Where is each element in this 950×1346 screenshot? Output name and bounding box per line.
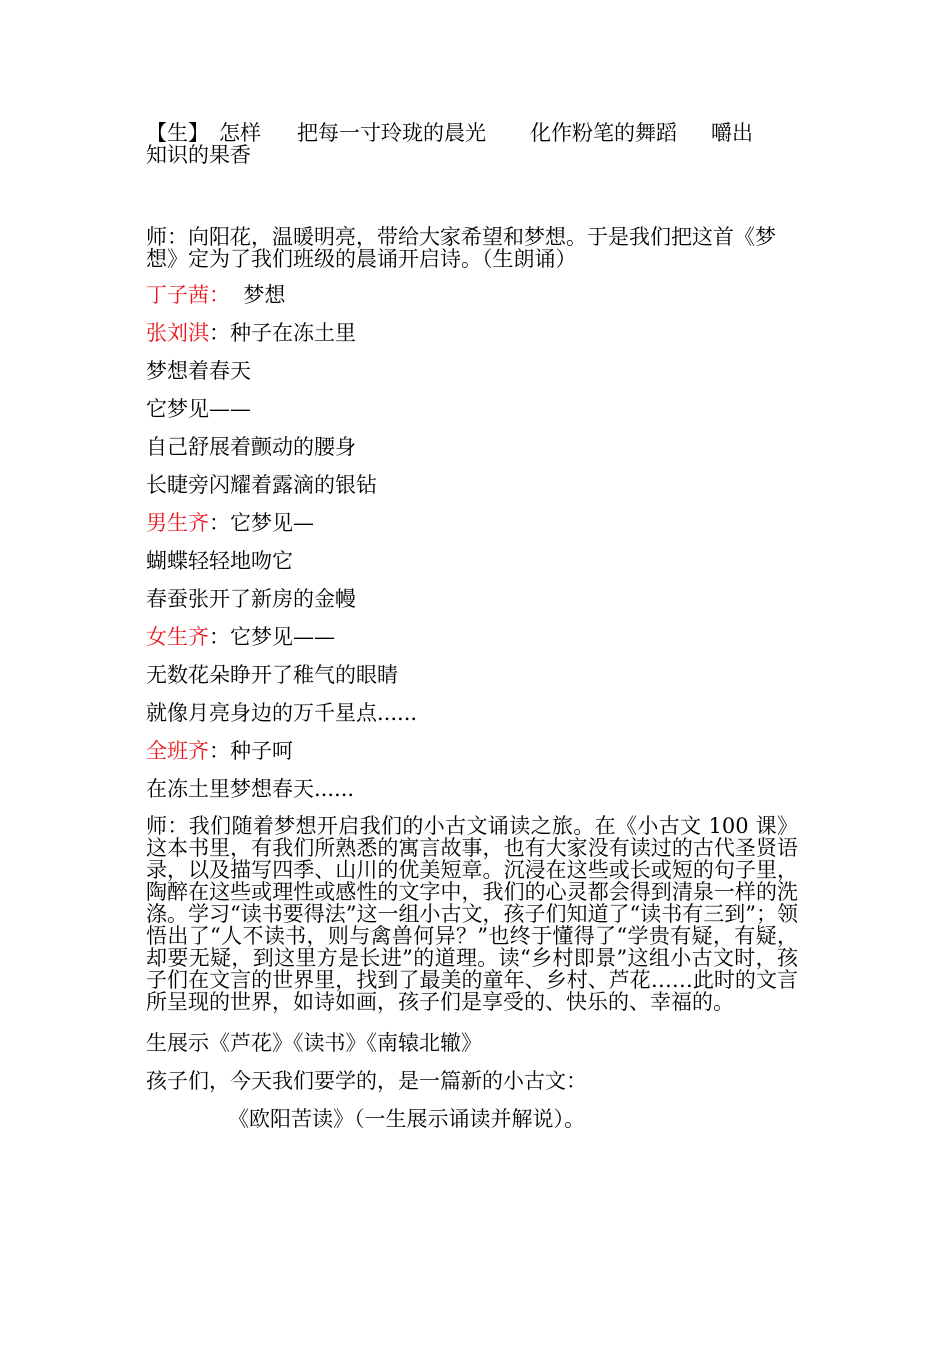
poem-line [146,397,798,422]
poem-line [146,625,798,650]
speaker-label: 丁子茜： [146,283,230,307]
poem-line [146,739,798,764]
document-page [146,122,798,1132]
heading-phrase: 嚼出 [711,121,753,145]
poem-text: 就像月亮身边的万千星点...... [146,701,418,725]
poem-text: 在冻土里梦想春天...... [146,777,355,801]
poem-text: 自己舒展着颤动的腰身 [146,435,356,459]
student-show-line: 生展示《芦花》《读书》《南辕北辙》 [146,1031,482,1055]
heading-verse [146,122,798,166]
speaker-label: 张刘淇 [146,321,209,345]
poem-text: 春蚕张开了新房的金幔 [146,587,356,611]
poem-text: 梦想着春天 [146,359,251,383]
poem-line [146,777,798,802]
poem-line [146,701,798,726]
poem-text: ：它梦见—— [209,625,335,649]
poem-line [146,283,798,308]
poem [146,283,798,802]
poem-text: ：种子呵 [209,739,293,763]
poem-line [146,549,798,574]
poem-text: ：它梦见— [209,511,314,535]
poem-line [146,321,798,346]
poem-line [146,663,798,688]
poem-text: 它梦见—— [146,397,251,421]
poem-text: 无数花朵睁开了稚气的眼睛 [146,663,398,687]
speaker-label: 女生齐 [146,625,209,649]
closing-title: 《欧阳苦读》（一生展示诵读并解说）。 [228,1107,585,1131]
poem-line [146,511,798,536]
poem-line [146,587,798,612]
teacher-paragraph: 师：我们随着梦想开启我们的小古文诵读之旅。在《小古文 100 课》这本书里，有我们所熟悉的寓言故事，也有大家没有读过的古代圣贤语录，以及描写四季、山川的优美短章。沉浸在这些或长或短的句子里，陶醉在这些或理性或感性的文字中，我们的心灵都会得到清泉一样的洗涤。学习“读书要得法”这一组小古文，孩子们知道了“读书有三到”；领悟出了“人不读书，则与禽兽何异？”也终于懂得了“学贵有疑，有疑，却要无疑，到这里方是长进”的道理。读“乡村即景”这组小古文时，孩子们在文言的世界里，找到了最美的童年、乡村、芦花……此时的文言所呈现的世界，如诗如画，孩子们是享受的、快乐的、幸福的。 [146,814,798,1014]
heading-speaker: 【生】 [146,121,209,145]
poem-text: ：种子在冻土里 [209,321,356,345]
heading-phrase: 怎样 [219,121,261,145]
poem-text: 长睫旁闪耀着露滴的银钻 [146,473,377,497]
speaker-label: 全班齐 [146,739,209,763]
poem-text: 梦想 [230,283,286,307]
heading-phrase: 把每一寸玲珑的晨光 [297,121,486,145]
closing-line: 孩子们，今天我们要学的，是一篇新的小古文： [146,1069,587,1093]
heading-phrase: 化作粉笔的舞蹈 [530,121,677,145]
poem-line [146,435,798,460]
poem-text: 蝴蝶轻轻地吻它 [146,549,293,573]
heading-line-2: 知识的果香 [146,143,251,167]
poem-line [146,473,798,498]
poem-line [146,359,798,384]
speaker-label: 男生齐 [146,511,209,535]
teacher-intro: 师：向阳花，温暖明亮，带给大家希望和梦想。于是我们把这首《梦想》定为了我们班级的晨诵开启诗。（生朗诵） [146,225,776,271]
